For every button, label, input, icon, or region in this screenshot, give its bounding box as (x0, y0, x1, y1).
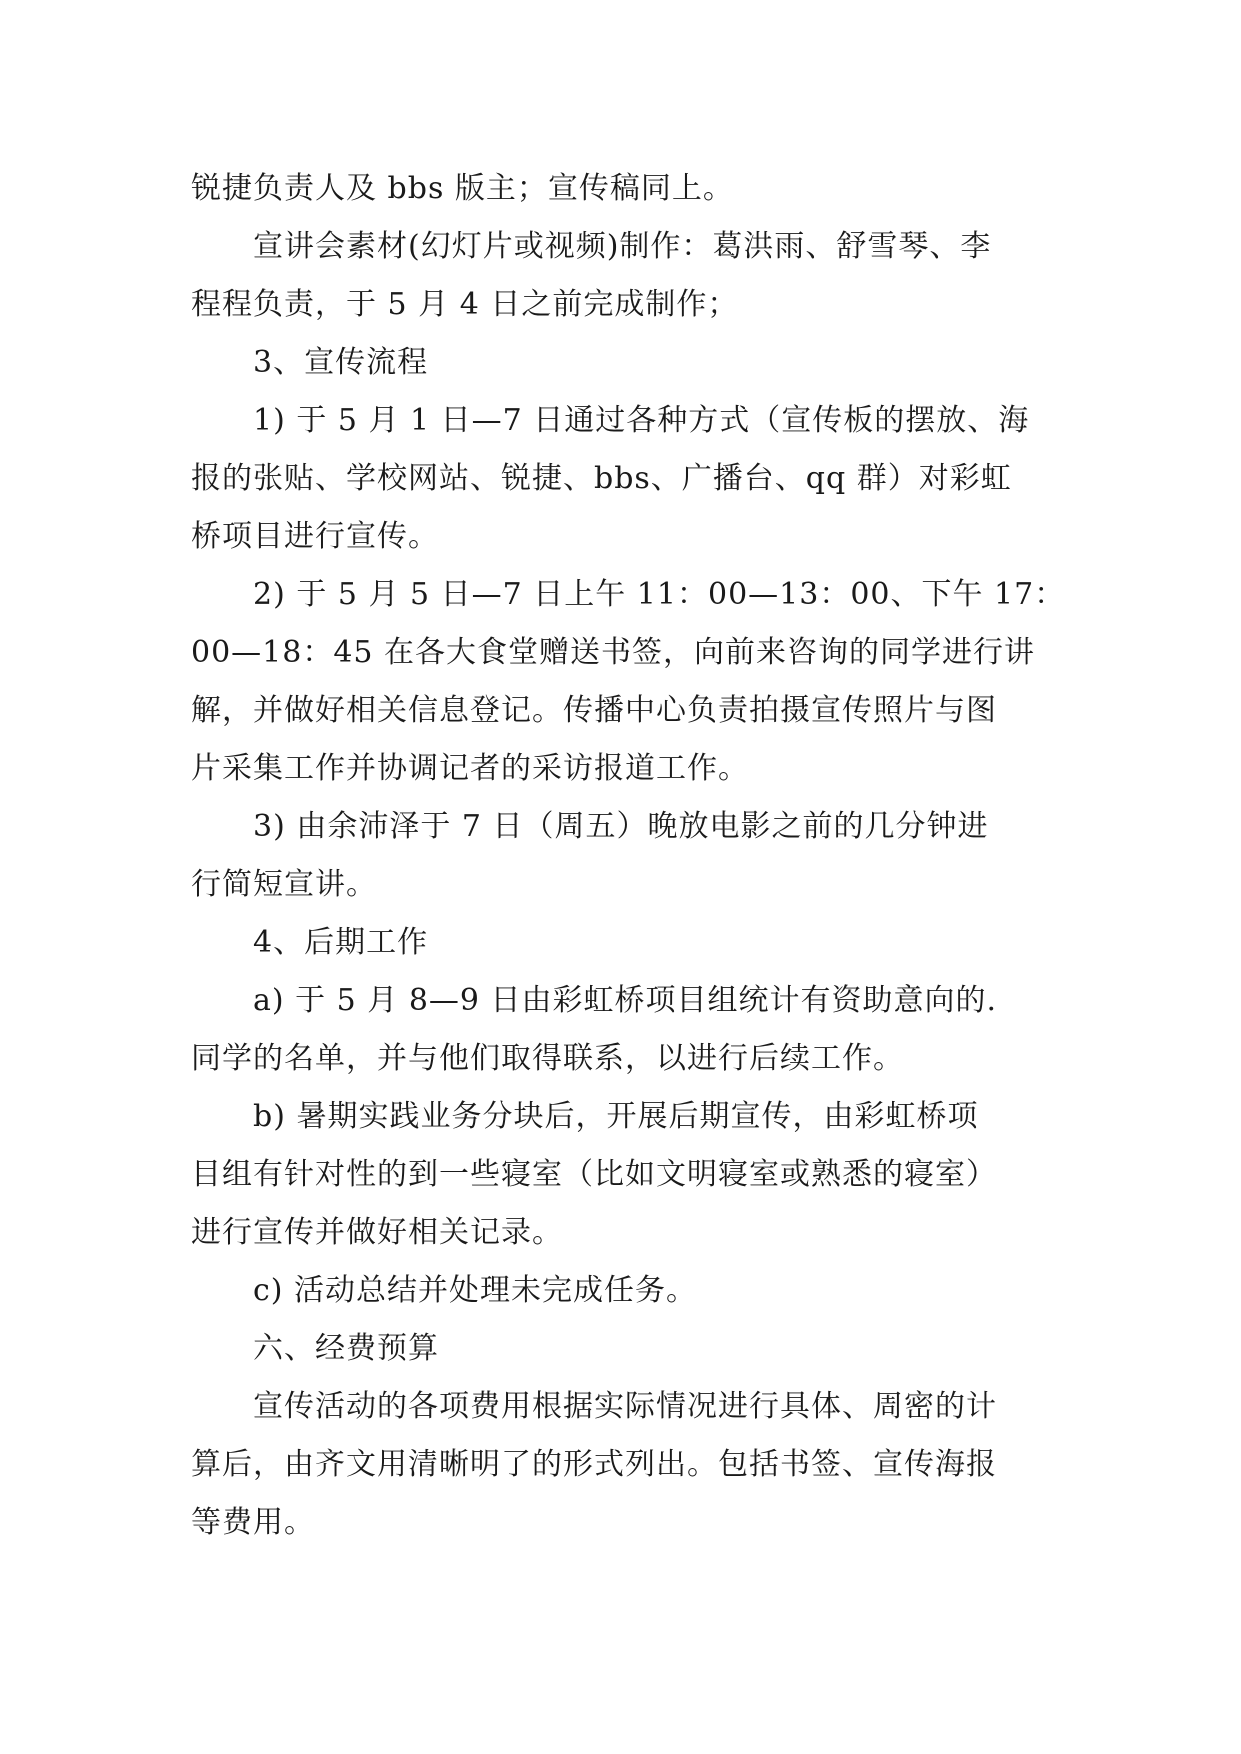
paragraph-step-1 (191, 392, 1051, 566)
text-line: 宣讲会素材(幻灯片或视频)制作：葛洪雨、舒雪琴、李 (253, 229, 992, 264)
text-line: 桥项目进行宣传。 (191, 519, 439, 554)
text-line: 六、经费预算 (253, 1331, 439, 1366)
text-line: 目组有针对性的到一些寝室（比如文明寝室或熟悉的寝室） (191, 1157, 997, 1192)
text-line: 3) 由余沛泽于 7 日（周五）晚放电影之前的几分钟进 (253, 809, 989, 844)
paragraph-follow-up-a (191, 972, 1051, 1088)
text-line: 锐捷负责人及 bbs 版主；宣传稿同上。 (191, 171, 734, 206)
text-line: 00—18：45 在各大食堂赠送书签，向前来咨询的同学进行讲 (191, 635, 1036, 670)
document-body (191, 160, 1066, 1552)
text-line: 同学的名单，并与他们取得联系，以进行后续工作。 (191, 1041, 904, 1076)
text-line: 等费用。 (191, 1505, 315, 1540)
text-line: 报的张贴、学校网站、锐捷、bbs、广播台、qq 群）对彩虹 (191, 461, 1012, 496)
text-line: 进行宣传并做好相关记录。 (191, 1215, 563, 1250)
paragraph-contact-note (191, 160, 1051, 218)
text-line: b) 暑期实践业务分块后，开展后期宣传，由彩虹桥项 (253, 1099, 979, 1134)
text-line: 宣传活动的各项费用根据实际情况进行具体、周密的计 (253, 1389, 997, 1424)
text-line: 解，并做好相关信息登记。传播中心负责拍摄宣传照片与图 (191, 693, 997, 728)
text-line: c) 活动总结并处理未完成任务。 (253, 1273, 698, 1308)
heading-publicity-process (191, 334, 1051, 392)
text-line: 4、后期工作 (253, 925, 429, 960)
text-line: 片采集工作并协调记者的采访报道工作。 (191, 751, 749, 786)
text-line: 行简短宣讲。 (191, 867, 377, 902)
paragraph-step-2 (191, 566, 1066, 798)
heading-follow-up-work (191, 914, 1051, 972)
paragraph-presentation-materials (191, 218, 1051, 334)
text-line: 3、宣传流程 (253, 345, 429, 380)
paragraph-budget-details (191, 1378, 1051, 1552)
text-line: 算后，由齐文用清晰明了的形式列出。包括书签、宣传海报 (191, 1447, 997, 1482)
text-line: 程程负责，于 5 月 4 日之前完成制作； (191, 287, 739, 322)
text-line: a) 于 5 月 8—9 日由彩虹桥项目组统计有资助意向的. (253, 983, 998, 1018)
paragraph-follow-up-b (191, 1088, 1051, 1262)
paragraph-follow-up-c (191, 1262, 1051, 1320)
paragraph-step-3 (191, 798, 1051, 914)
text-line: 1) 于 5 月 1 日—7 日通过各种方式（宣传板的摆放、海 (253, 403, 1030, 438)
text-line: 2) 于 5 月 5 日—7 日上午 11：00—13：00、下午 17： (253, 577, 1066, 612)
heading-budget (191, 1320, 1051, 1378)
